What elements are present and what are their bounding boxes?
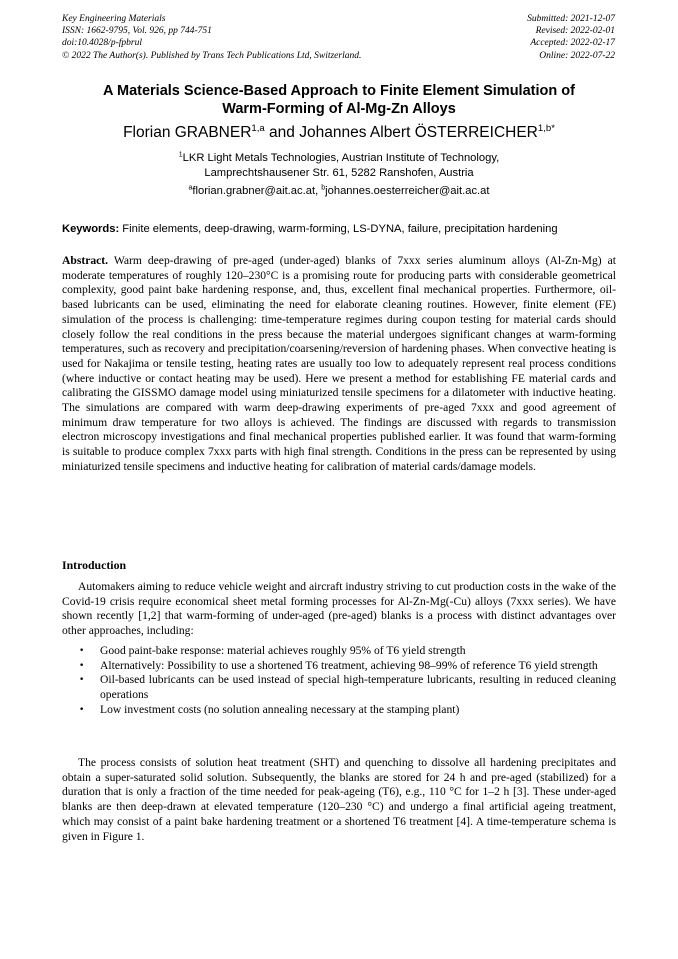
bullet-icon: • (79, 704, 85, 715)
revised-date: Revised: 2022-02-01 (535, 26, 615, 37)
online-date: Online: 2022-07-22 (539, 50, 615, 61)
issn-line: ISSN: 1662-9795, Vol. 926, pp 744-751 (62, 26, 212, 37)
list-item (62, 673, 616, 702)
list-item-text: Good paint-bake response: material achieves roughly 95% of T6 yield strength (100, 644, 466, 657)
accepted-date: Accepted: 2022-02-17 (530, 38, 615, 49)
bullet-icon: • (79, 675, 85, 686)
author-name: Johannes Albert ÖSTERREICHER (299, 124, 538, 141)
affiliation-line-1 (62, 151, 616, 166)
list-item-text: Alternatively: Possibility to use a shortened T6 treatment, achieving 98–99% of reference T6 yield strength (100, 658, 598, 672)
journal-header-left (62, 13, 361, 62)
author-conjunction: and (264, 124, 300, 141)
abstract-text: Warm deep-drawing of pre-aged (under-aged) blanks of 7xxx series aluminum alloys (Al-Zn-Mg) at moderate temperatures of roughly 120–230°C is a promising route for producing parts with considerable geometrical complexity, good paint bake hardening response, and, thus, excellent final mechanical properties. Furthermore, oil-based lubricants can be used, eliminating the need for elaborate cleaning routines. However, finite element (FE) simulation of the process is challenging: time-temperature regimes during coupon testing for material cards should closely follow the real conditions in the press because the material undergoes significant changes at warm-forming temperatures, such as recovery and precipitation/coarsening/reversion of hardening phases. When convective heating is used for Nakajima or tensile testing, heating rates are usually too low to adequately represent real process conditions (where inductive or contact heating may be used). Here we present a method for establishing FE material cards and calibrating the GISSMO damage model using miniaturized tensile specimens for a dilatometer with inductive heating. The simulations are compared with warm deep-drawing experiments of pre-aged 7xxx and good agreement of minimum draw temperature for two alloys is achieved. The findings are discussed with regards to transmission electron microscopy investigations and final mechanical properties published earlier. It was found that warm-forming is suitable to produce complex 7xxx parts with high final strength. Conditions in the press can be represented by using miniaturized tensile specimens and inductive heating for calibration of material cards/damage models. (62, 254, 616, 473)
email-mark: b (321, 184, 326, 192)
title-line-1: A Materials Science-Based Approach to Finite Element Simulation of (103, 83, 575, 99)
email-link[interactable]: florian.grabner@ait.ac.at (192, 185, 316, 197)
author-name: Florian GRABNER (123, 124, 252, 141)
email-separator: , (315, 185, 322, 197)
author-affiliation-mark: 1,a (251, 122, 265, 134)
paragraph: Automakers aiming to reduce vehicle weight and aircraft industry striving to cut production costs in the wake of the Covid-19 crisis require economical sheet metal forming processes for Al-Zn-Mg(-Cu) alloys (7xxx series). We have shown recently [1,2] that warm-forming of under-aged (pre-aged) blanks is a process with distinct advantages over other approaches, including: (62, 580, 616, 638)
affiliation-institute: LKR Light Metals Technologies, Austrian Institute of Technology, (182, 152, 500, 164)
affiliation-mark: 1 (178, 151, 183, 159)
abstract-label: Abstract. (62, 254, 109, 267)
bullet-list (62, 644, 616, 718)
copyright-line: © 2022 The Author(s). Published by Trans Tech Publications Ltd, Switzerland. (62, 50, 362, 61)
list-item (62, 703, 616, 718)
author-affiliation-mark: 1,b* (537, 122, 555, 134)
journal-header-right (527, 13, 615, 62)
doi-line[interactable]: doi:10.4028/p-fpbrul (62, 38, 142, 49)
list-item (62, 644, 616, 659)
keywords-label: Keywords: (62, 223, 120, 235)
list-item (62, 659, 616, 674)
author-list (62, 123, 616, 143)
section-heading: Introduction (62, 558, 127, 572)
journal-name: Key Engineering Materials (62, 14, 166, 24)
list-item-text: Oil-based lubricants can be used instead of special high-temperature lubricants, resulting in reduced cleaning operations (100, 673, 616, 702)
email-mark: a (188, 184, 193, 192)
affiliation-line-2: Lamprechtshausener Str. 61, 5282 Ranshofen, Austria (204, 167, 474, 179)
paper-title (62, 82, 616, 118)
keywords-text: Finite elements, deep-drawing, warm-forming, LS-DYNA, failure, precipitation hardening (119, 223, 558, 235)
bullet-icon: • (79, 646, 85, 656)
submitted-date: Submitted: 2021-12-07 (527, 14, 615, 24)
bullet-icon: • (79, 660, 85, 671)
list-item-text: Low investment costs (no solution annealing necessary at the stamping plant) (100, 702, 460, 716)
email-link[interactable]: johannes.oesterreicher@ait.ac.at (325, 185, 490, 197)
title-line-2: Warm-Forming of Al-Mg-Zn Alloys (222, 101, 456, 117)
keywords (62, 222, 616, 236)
abstract (62, 254, 616, 475)
author-emails (62, 184, 616, 199)
affiliation (62, 151, 616, 181)
paragraph: The process consists of solution heat treatment (SHT) and quenching to dissolve all hardening precipitates and obtain a super-saturated solid solution. Subsequently, the blanks are stored for 24 h and pre-aged (stabilized) for a duration that is only a fraction of the time needed for peak-ageing (T6), e.g., 110 °C for 1–2 h [3]. These under-aged blanks are then deep-drawn at elevated temperature (120–230 °C) and undergo a final artificial ageing treatment, which may consist of a paint bake hardening treatment or a shortened T6 treatment [4]. A time-temperature schema is given in Figure 1. (62, 756, 616, 843)
